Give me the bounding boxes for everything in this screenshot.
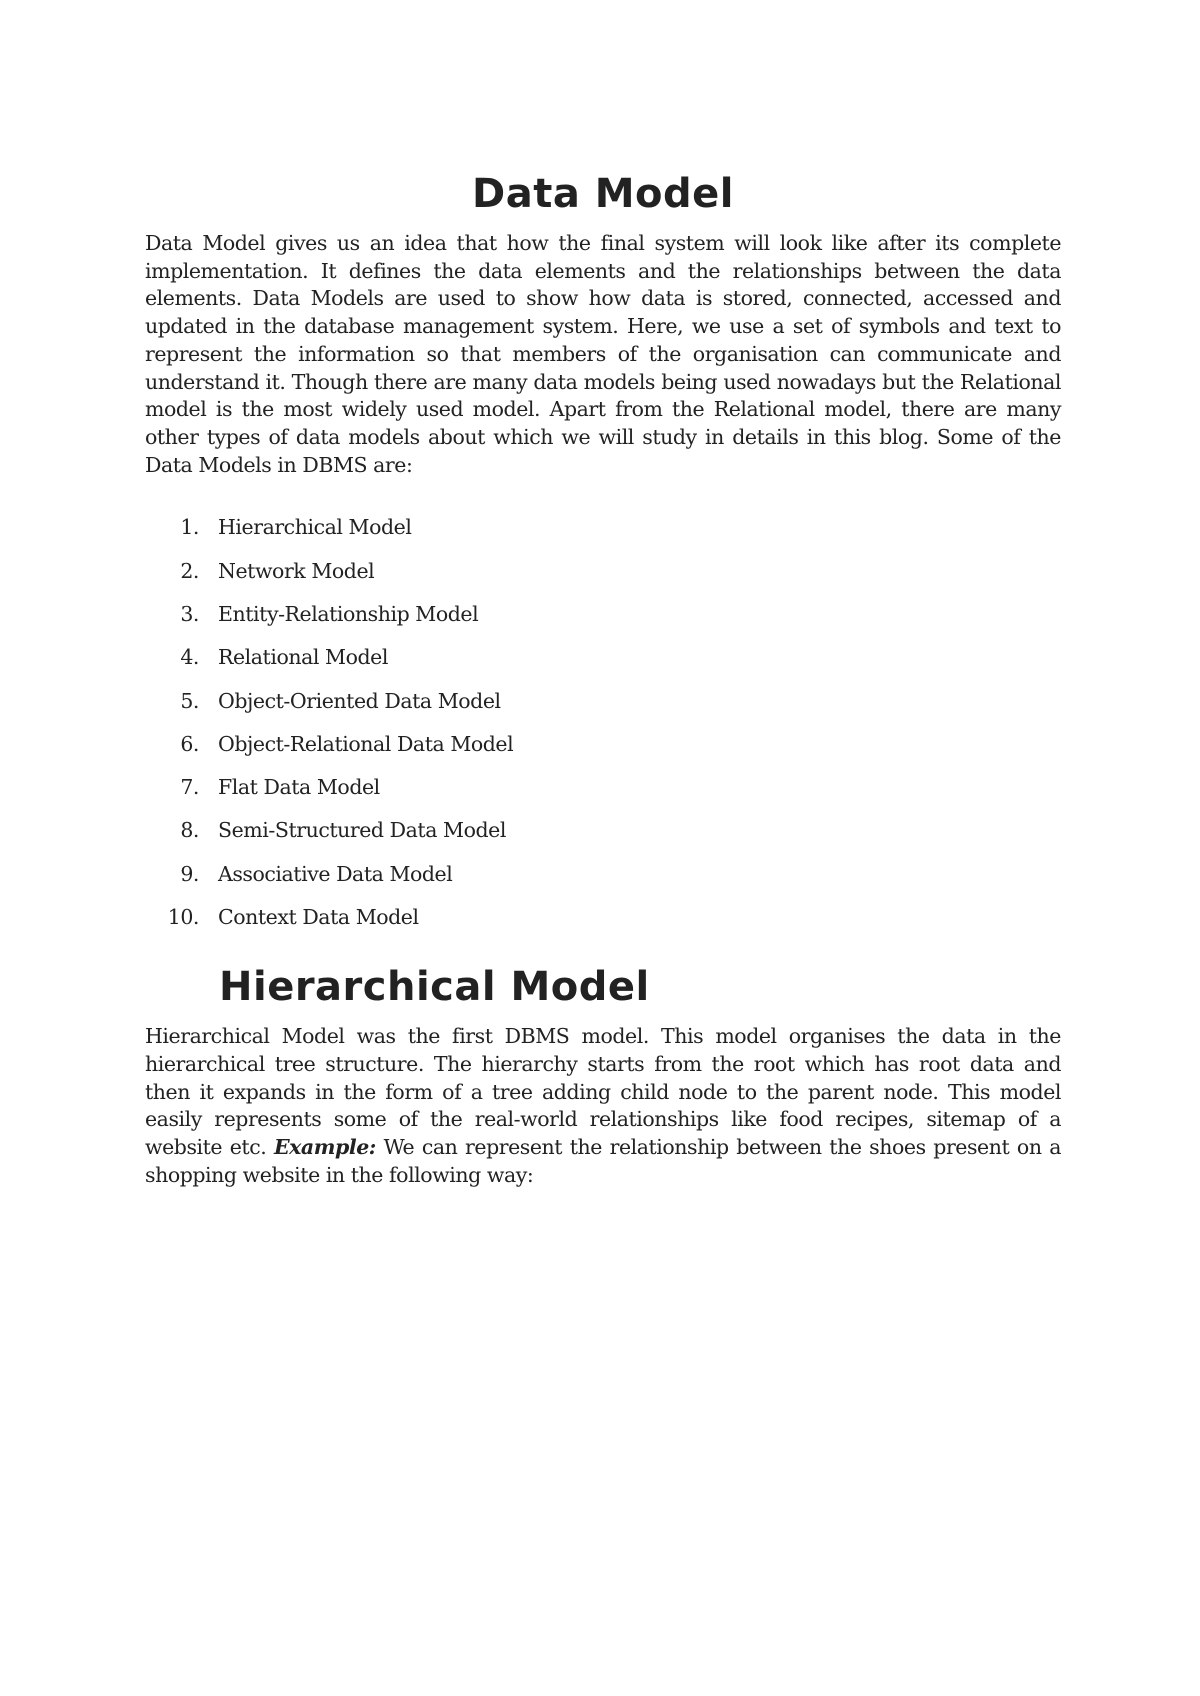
section-heading: Hierarchical Model bbox=[219, 964, 650, 1011]
section-paragraph bbox=[145, 1023, 1061, 1189]
list-item-label: Context Data Model bbox=[218, 905, 419, 929]
list-item-number: 8. bbox=[180, 818, 199, 843]
list-item-label: Associative Data Model bbox=[218, 861, 453, 886]
list-item bbox=[145, 809, 1061, 852]
list-item-number: 1. bbox=[180, 515, 199, 540]
page-title: Data Model bbox=[472, 171, 734, 217]
list-item bbox=[145, 723, 1061, 766]
list-item bbox=[145, 853, 1061, 896]
list-item-label: Object-Oriented Data Model bbox=[218, 688, 501, 713]
list-item-label: Relational Model bbox=[218, 645, 388, 670]
list-item bbox=[145, 766, 1061, 809]
list-item bbox=[145, 680, 1061, 723]
list-item-number: 4. bbox=[180, 645, 199, 670]
list-item-number: 7. bbox=[180, 775, 199, 800]
list-item-label: Network Model bbox=[218, 558, 375, 583]
intro-paragraph: Data Model gives us an idea that how the final system will look like after its complete implementation. It defines the data elements and the relationships between the data elements. Data Models are used to show how data is stored, connected, accessed and updated in the database management system. Here, we use a set of symbols and text to represent the information so that members of the organisation can communicate and understand it. Though there are many data models being used nowadays but the Relational model is the most widely used model. Apart from the Relational model, there are many other types of data models about which we will study in details in this blog. Some of the Data Models in DBMS are: bbox=[145, 231, 1061, 477]
list-item-number: 3. bbox=[180, 601, 199, 626]
list-item-label: Flat Data Model bbox=[218, 775, 380, 800]
list-item bbox=[145, 506, 1061, 549]
example-label: Example: bbox=[273, 1135, 376, 1160]
list-item-number: 5. bbox=[180, 688, 199, 713]
list-item-label: Semi-Structured Data Model bbox=[218, 818, 506, 843]
list-item-number: 9. bbox=[180, 861, 199, 886]
list-item bbox=[145, 550, 1061, 593]
section-paragraph-text-start: Hierarchical Model was the first DBMS model. This model organises the data in the hierarchical tree structure. The hierarchy starts from the root which has root data and then it expands in the form of a tree adding child node to the parent node. This model easily represents some of the real-world relationships like food recipes, sitemap of a website etc. bbox=[145, 1024, 1061, 1160]
page-content bbox=[145, 168, 1061, 1190]
list-item-number: 2. bbox=[180, 558, 199, 583]
list-item-number: 6. bbox=[180, 731, 199, 756]
list-item bbox=[145, 636, 1061, 679]
list-item-label: Object-Relational Data Model bbox=[218, 731, 514, 756]
list-item-label: Entity-Relationship Model bbox=[218, 601, 479, 626]
list-item bbox=[145, 593, 1061, 636]
section-paragraph-text-end: We can represent the relationship between the shoes present on a shopping website in the following way: bbox=[145, 1135, 1061, 1187]
list-item-number: 10. bbox=[167, 905, 199, 929]
list-item bbox=[145, 896, 1061, 939]
list-item-label: Hierarchical Model bbox=[218, 515, 412, 540]
data-models-list bbox=[145, 506, 1061, 939]
